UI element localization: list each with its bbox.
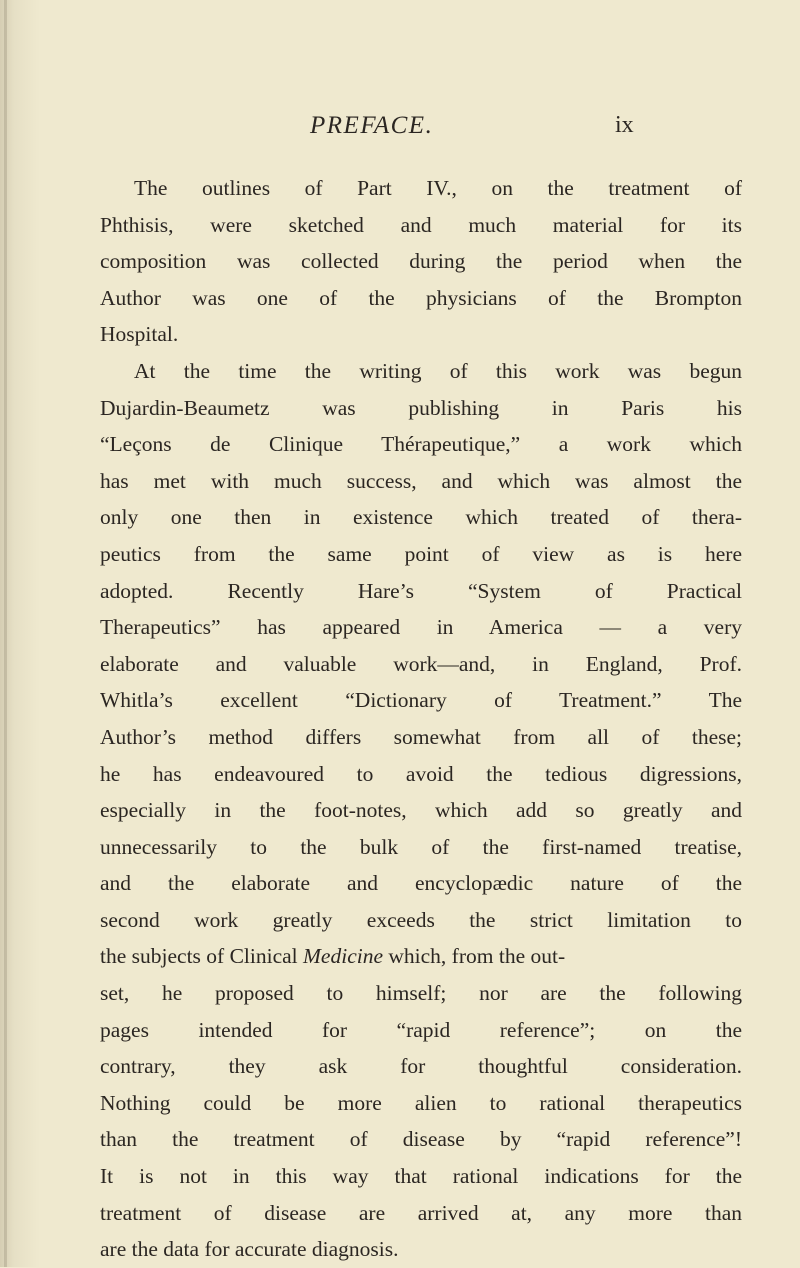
running-title: PREFACE. bbox=[310, 112, 434, 139]
text-line: and the elaborate and encyclopædic nature of the bbox=[100, 871, 742, 896]
text-line: Phthisis, were sketched and much material for its bbox=[100, 212, 742, 237]
text-line: composition was collected during the period when the bbox=[100, 249, 742, 274]
text-line: Whitla’s excellent “Dictionary of Treatment.” The bbox=[100, 688, 742, 713]
text-line: pages intended for “rapid reference”; on the bbox=[100, 1017, 742, 1042]
text-line: Author’s method differs somewhat from all of these; bbox=[100, 724, 742, 749]
text-line: contrary, they ask for thoughtful consideration. bbox=[100, 1054, 742, 1079]
text-line: “Leçons de Clinique Thérapeutique,” a work which bbox=[100, 432, 742, 457]
text-line: second work greatly exceeds the strict limitation to bbox=[100, 907, 742, 932]
text-line: The outlines of Part IV., on the treatment of bbox=[134, 176, 742, 200]
text-segment: the subjects of Clinical bbox=[100, 944, 298, 969]
gutter-shadow bbox=[4, 0, 7, 1267]
text-line: Author was one of the physicians of the Brompton bbox=[100, 285, 742, 310]
text-line: has met with much success, and which was almost the bbox=[100, 468, 742, 493]
text-line: peutics from the same point of view as is here bbox=[100, 541, 742, 566]
text-line: especially in the foot-notes, which add so greatly and bbox=[100, 798, 742, 823]
text-line: It is not in this way that rational indications for the bbox=[100, 1164, 742, 1189]
running-head bbox=[0, 112, 800, 146]
text-line: he has endeavoured to avoid the tedious digressions, bbox=[100, 761, 742, 786]
text-line: At the time the writing of this work was begun bbox=[134, 358, 742, 383]
text-line: than the treatment of disease by “rapid reference”! bbox=[100, 1127, 742, 1152]
text-line: treatment of disease are arrived at, any more than bbox=[100, 1200, 742, 1225]
text-line: Dujardin-Beaumetz was publishing in Paris his bbox=[100, 395, 742, 420]
page-number: ix bbox=[615, 112, 634, 138]
text-line: Hospital. bbox=[100, 322, 179, 347]
text-line: Therapeutics” has appeared in America — a very bbox=[100, 615, 742, 640]
italic-term: Medicine bbox=[303, 944, 384, 969]
text-line: Nothing could be more alien to rational therapeutics bbox=[100, 1090, 742, 1115]
text-line: elaborate and valuable work—and, in England, Prof. bbox=[100, 651, 742, 676]
text-segment: which, from the out- bbox=[383, 944, 566, 969]
preface-body bbox=[100, 170, 742, 1268]
text-line-mixed bbox=[100, 938, 742, 975]
text-line: set, he proposed to himself; nor are the following bbox=[100, 981, 742, 1006]
text-line: unnecessarily to the bulk of the first-named treatise, bbox=[100, 834, 742, 859]
text-line: adopted. Recently Hare’s “System of Practical bbox=[100, 578, 742, 603]
text-line: only one then in existence which treated of thera- bbox=[100, 505, 742, 530]
text-line: are the data for accurate diagnosis. bbox=[100, 1237, 399, 1262]
